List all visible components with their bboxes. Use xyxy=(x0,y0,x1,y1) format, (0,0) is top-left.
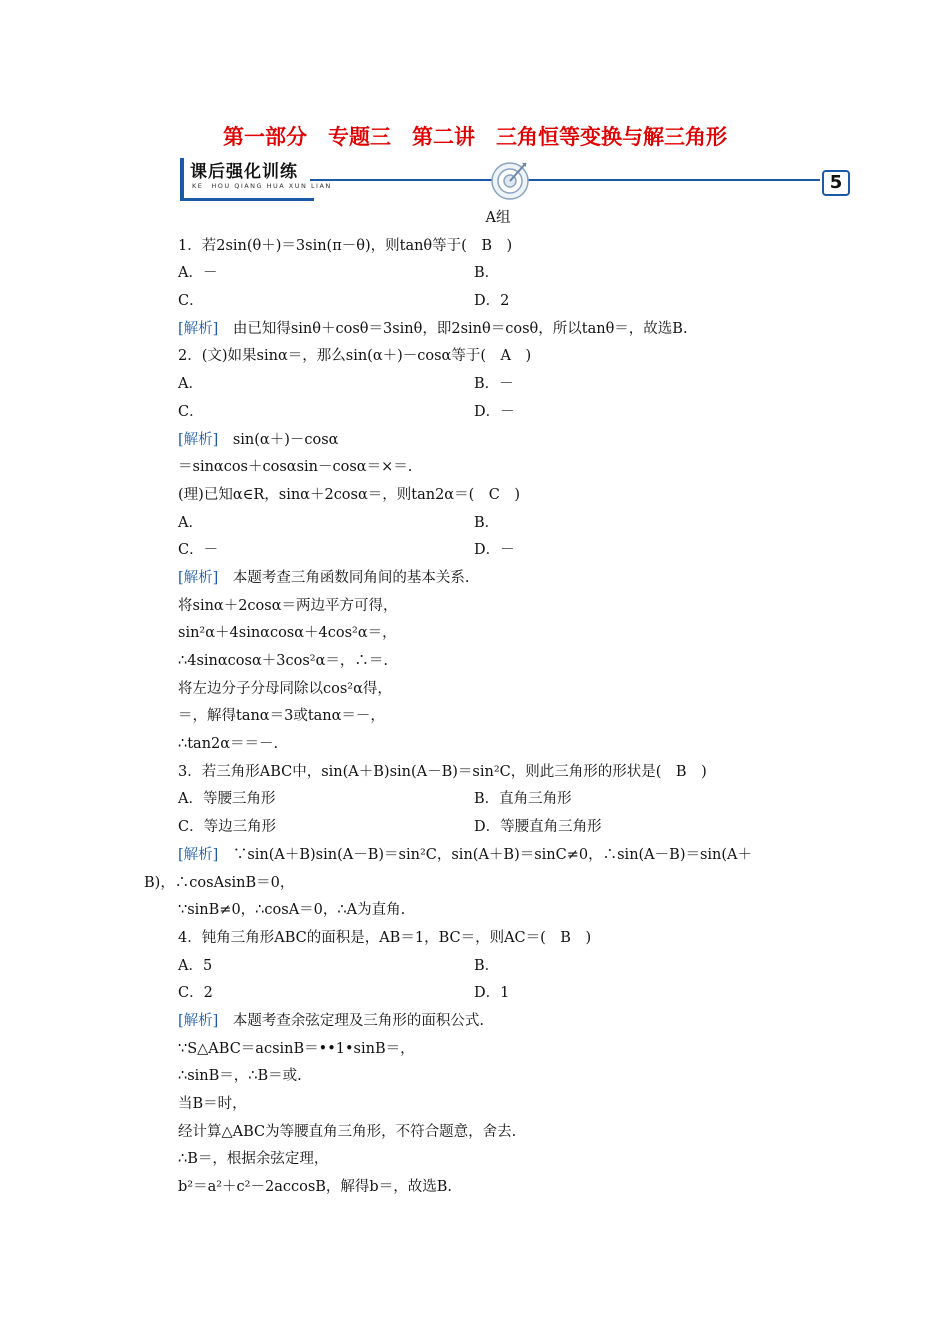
analysis-tag: [解析] xyxy=(178,320,219,337)
options-row xyxy=(178,953,818,981)
option-a: A． xyxy=(178,376,203,393)
exercise-content xyxy=(144,205,818,1202)
lesson-number-badge: 5 xyxy=(822,170,850,196)
analysis-text: sin(α＋)－cosα xyxy=(218,431,339,448)
analysis-tag: [解析] xyxy=(178,431,219,448)
banner-pinyin: KE HOU QIANG HUA XUN LIAN xyxy=(192,182,332,190)
options-row xyxy=(178,260,818,288)
option-c: C．等边三角形 xyxy=(178,819,277,836)
page-title: 第一部分 专题三 第二讲 三角恒等变换与解三角形 xyxy=(223,125,727,149)
options-row xyxy=(178,786,818,814)
question-3: 3．若三角形ABC中，sin(A＋B)sin(A－B)＝sin²C，则此三角形的形状是( B ) xyxy=(178,763,707,780)
solution-line: 将左边分子分母同除以cos²α得， xyxy=(178,680,392,697)
option-b: B． xyxy=(474,265,500,282)
analysis-5 xyxy=(178,1008,818,1036)
option-a: A． xyxy=(178,514,203,531)
option-b: B． xyxy=(474,514,500,531)
solution-line: ∵sinB≠0，∴cosA＝0，∴A为直角. xyxy=(178,902,406,919)
options-row xyxy=(178,814,818,842)
solution-line: 将sinα＋2cosα＝两边平方可得， xyxy=(178,597,398,614)
analysis-text: 本题考查三角函数同角间的基本关系. xyxy=(218,569,470,586)
analysis-text: ∵sin(A＋B)sin(A－B)＝sin²C，sin(A＋B)＝sinC≠0，∴sin(A－B)＝sin(A＋ xyxy=(218,846,753,863)
analysis-4 xyxy=(178,842,818,870)
analysis-3 xyxy=(178,565,818,593)
options-row xyxy=(178,288,818,316)
solution-line: 经计算△ABC为等腰直角三角形，不符合题意，舍去. xyxy=(178,1123,517,1140)
question-1: 1．若2sin(θ＋)＝3sin(π－θ)，则tanθ等于( B ) xyxy=(178,237,513,254)
question-2-li: (理)已知α∈R，sinα＋2cosα＝，则tan2α＝( C ) xyxy=(178,486,521,503)
target-icon xyxy=(486,155,534,203)
option-d: D．2 xyxy=(474,293,510,310)
analysis-text: 由已知得sinθ＋cosθ＝3sinθ，即2sinθ＝cosθ，所以tanθ＝，故选B. xyxy=(218,320,688,337)
banner-divider xyxy=(310,179,820,181)
option-c: C． xyxy=(178,403,204,420)
solution-line: b²＝a²＋c²－2accosB，解得b＝，故选B. xyxy=(178,1179,452,1196)
solution-line: 当B＝时， xyxy=(178,1096,247,1112)
analysis-text: 本题考查余弦定理及三角形的面积公式. xyxy=(218,1012,484,1029)
analysis-2 xyxy=(178,427,818,455)
options-row xyxy=(178,399,818,427)
option-c: C．－ xyxy=(178,542,219,559)
option-a: A．等腰三角形 xyxy=(178,791,276,808)
option-c: C． xyxy=(178,293,204,310)
solution-line: ∴sinB＝，∴B＝或. xyxy=(178,1068,302,1085)
solution-line: ＝sinαcos＋cosαsin－cosα＝×＝. xyxy=(178,459,413,476)
option-d: D．－ xyxy=(474,542,515,559)
solution-line: ∵S△ABC＝acsinB＝••1•sinB＝， xyxy=(178,1040,415,1057)
solution-line: ∴4sinαcosα＋3cos²α＝，∴＝. xyxy=(178,653,388,669)
option-d: D．1 xyxy=(474,985,510,1002)
option-b: B．直角三角形 xyxy=(474,791,572,808)
option-d: D．－ xyxy=(474,403,515,420)
option-c: C．2 xyxy=(178,985,213,1002)
options-row xyxy=(178,980,818,1008)
option-a: A．5 xyxy=(178,957,213,974)
solution-line: ∴B＝，根据余弦定理， xyxy=(178,1151,329,1168)
solution-line: ∴tan2α＝＝－. xyxy=(178,736,279,753)
group-heading: A组 xyxy=(485,210,511,226)
section-banner xyxy=(180,155,850,203)
banner-label: 课后强化训练 xyxy=(190,162,298,182)
solution-line: sin²α＋4sinαcosα＋4cos²α＝， xyxy=(178,625,397,642)
options-row xyxy=(178,510,818,538)
analysis-tag: [解析] xyxy=(178,1012,219,1029)
analysis-1 xyxy=(178,316,818,344)
analysis-tag: [解析] xyxy=(178,569,219,586)
question-4: 4．钝角三角形ABC的面积是，AB＝1，BC＝，则AC＝( B ) xyxy=(178,929,592,946)
options-row xyxy=(178,537,818,565)
option-b: B．－ xyxy=(474,376,514,393)
solution-line: B)，∴cosAsinB＝0， xyxy=(144,874,295,891)
question-2: 2．(文)如果sinα＝，那么sin(α＋)－cosα等于( A ) xyxy=(178,348,532,365)
solution-line: ＝，解得tanα＝3或tanα＝－， xyxy=(178,708,385,725)
options-row xyxy=(178,371,818,399)
option-b: B． xyxy=(474,957,500,974)
analysis-tag: [解析] xyxy=(178,846,219,863)
option-d: D．等腰直角三角形 xyxy=(474,819,602,836)
option-a: A．－ xyxy=(178,265,218,282)
